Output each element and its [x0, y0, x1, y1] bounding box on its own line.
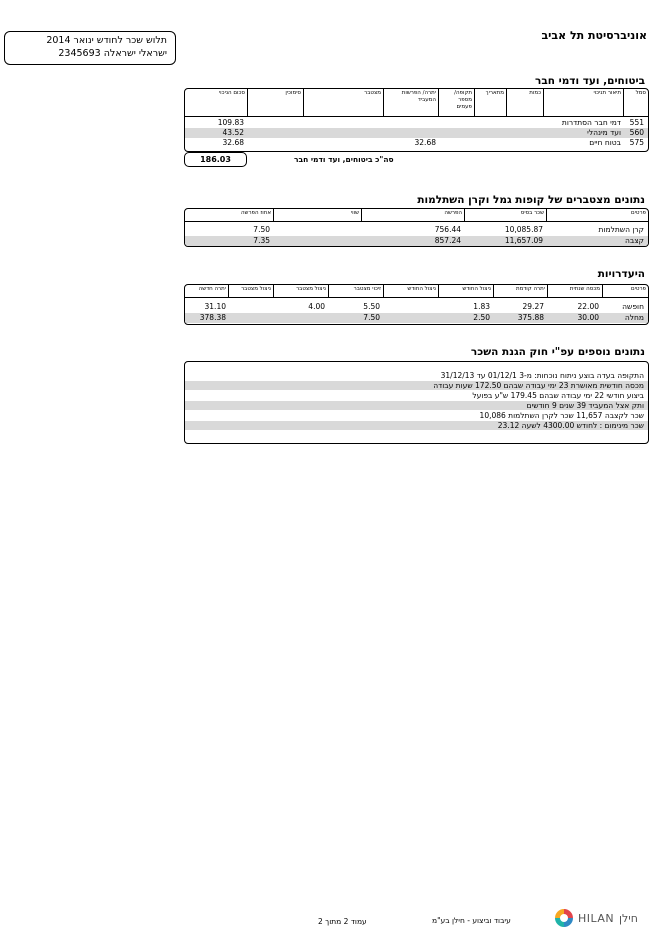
- table-row: [185, 236, 648, 246]
- header-cell: יתרה/ הפרשות המעביד: [383, 89, 438, 116]
- absence-type: חופשה: [622, 302, 644, 311]
- insurance-total-value: 186.03: [184, 152, 247, 167]
- fund-value: [274, 236, 360, 246]
- absence-monthly-credit: 1.83: [473, 302, 490, 311]
- header-cell: פרטים: [602, 285, 648, 297]
- wage-law-line: מכסה חודשית מאושרת 23 ימי עבודה שבהם 172.50 שעות עבודה: [185, 381, 648, 390]
- header-cell: מתאריך: [474, 89, 506, 116]
- header-cell: ניצול החודש: [438, 285, 493, 297]
- hilan-logo-icon: [553, 907, 575, 929]
- header-cell: סכום הניכוי: [218, 90, 245, 96]
- footer-credit: עיבוד וביצוע - חילן בע"מ: [432, 916, 511, 925]
- wage-law-line: התקופה בעדה בוצע ניתוח נוכחות: מ-3 01/12/1 עד 31/12/13: [440, 371, 644, 380]
- header-cell: יתרה קודמת: [493, 285, 547, 297]
- insurance-section-title: ביטוחים, ועד ודמי חבר: [535, 75, 645, 87]
- table-row: [185, 313, 648, 323]
- insurance-table: [184, 88, 649, 152]
- employee-info-box: [4, 31, 176, 65]
- page-number: עמוד 2 מתוך 2: [318, 917, 367, 926]
- fund-base-salary: 10,085.87: [504, 225, 543, 234]
- deduction-amount: 32.68: [222, 138, 244, 147]
- wage-law-line: ביצוע חודשי 22 ימי עבודה שבהם 179.45 ש"ע בפועל: [472, 391, 644, 400]
- wage-law-line: שכר לקצבה 11,657 שכר לקרן השתלמות 10,086: [479, 411, 644, 420]
- header-cell: תקופה/ מספר פעמים: [438, 89, 474, 116]
- absence-quota: 30.00: [577, 313, 599, 322]
- hilan-logo: [553, 907, 643, 929]
- absence-type: מחלה: [624, 313, 644, 322]
- header-cell: מכסה שנתית: [547, 285, 602, 297]
- employer-amount: [383, 128, 438, 138]
- header-cell: מצטבר: [303, 89, 383, 116]
- header-cell: פרטים: [546, 209, 648, 221]
- table-row: [185, 302, 648, 312]
- header-cell: יתרה חדשה: [198, 286, 226, 292]
- slip-title: תלוש שכר לחודש ינואר 2014: [46, 35, 167, 46]
- header-cell: תיאור תניכוי: [543, 89, 623, 116]
- wage-law-line: ותק אצל המעביד 39 שנים 9 חודשים: [185, 401, 648, 410]
- table-row: [185, 138, 648, 148]
- header-cell: הפרשה: [361, 209, 464, 221]
- header-cell: כמות: [506, 89, 543, 116]
- deduction-amount: 43.52: [222, 128, 244, 137]
- table-row: [185, 225, 648, 235]
- deduction-code: 560: [629, 128, 644, 137]
- employee-name: ישראלי ישראלה 2345693: [58, 48, 167, 59]
- employer-amount: 32.68: [414, 138, 436, 147]
- absences-header-row: [185, 285, 648, 297]
- insurance-total-label: סה"כ ביטוחים, ועד ודמי חבר: [294, 155, 394, 164]
- organization-name: אוניברסיטת תל אביב: [541, 29, 647, 42]
- hilan-logo-text: HILAN: [578, 912, 615, 925]
- fund-value: [274, 225, 360, 235]
- header-cell: סמל: [623, 89, 648, 116]
- absences-table: [184, 284, 649, 325]
- absence-prev-balance: 375.88: [517, 313, 544, 322]
- absence-new-balance: 31.10: [204, 302, 226, 311]
- deduction-code: 551: [629, 118, 644, 127]
- wage-law-section-title: נתונים נוספים עפ"י חוק הגנת השכר: [470, 346, 645, 358]
- header-cell: ניצול החודש: [383, 285, 438, 297]
- header-cell: שווי: [273, 209, 361, 221]
- header-cell: זיכוי מצטבר: [328, 285, 383, 297]
- header-cell: ניצול מצטבר: [273, 285, 328, 297]
- absence-monthly-used: [384, 302, 437, 312]
- wage-law-line: שכר מינימום : לחודש 4300.00 לשעה 23.12: [185, 421, 648, 430]
- funds-table: [184, 208, 649, 247]
- absence-monthly-credit: 2.50: [473, 313, 490, 322]
- funds-section-title: נתונים מצטברים של קופות גמל וקרן השתלמות: [417, 194, 645, 206]
- absence-cumulative-credit: 5.50: [363, 302, 380, 311]
- absence-quota: 22.00: [577, 302, 599, 311]
- absence-cumulative-used: [274, 313, 327, 323]
- header-cell: סימוכין: [247, 89, 303, 116]
- absence-cumulative-credit: 7.50: [363, 313, 380, 322]
- fund-deposit: 857.24: [434, 236, 461, 245]
- deduction-description: ועד מינהלי: [587, 128, 621, 137]
- header-cell: שכר בסיס: [464, 209, 546, 221]
- fund-percent: 7.50: [253, 225, 270, 234]
- header-cell: ניצול מצטבר: [228, 285, 273, 297]
- table-row: [185, 128, 648, 138]
- wage-law-box: [184, 361, 649, 444]
- funds-header-row: [185, 209, 648, 221]
- fund-percent: 7.35: [253, 236, 270, 245]
- hilan-logo-hebrew: חילן: [619, 912, 638, 925]
- fund-name: קרן השתלמות: [598, 225, 644, 234]
- absence-new-balance: 378.38: [199, 313, 226, 322]
- absence-monthly-used: [384, 313, 437, 323]
- deduction-description: דמי חבר הסתדרות: [561, 118, 621, 127]
- header-cell: אחוז הפרשה: [240, 210, 271, 216]
- deduction-code: 575: [629, 138, 644, 147]
- absence-cumulative-used: 4.00: [308, 302, 325, 311]
- employer-amount: [383, 118, 438, 128]
- fund-deposit: 756.44: [434, 225, 461, 234]
- table-row: [185, 118, 648, 128]
- absences-section-title: היעדרויות: [597, 268, 645, 280]
- deduction-description: בטוח חיים: [589, 138, 621, 147]
- fund-base-salary: 11,657.09: [504, 236, 543, 245]
- deduction-amount: 109.83: [217, 118, 244, 127]
- insurance-header-row: [185, 89, 648, 116]
- absence-prev-balance: 29.27: [522, 302, 544, 311]
- fund-name: קצבה: [624, 236, 644, 245]
